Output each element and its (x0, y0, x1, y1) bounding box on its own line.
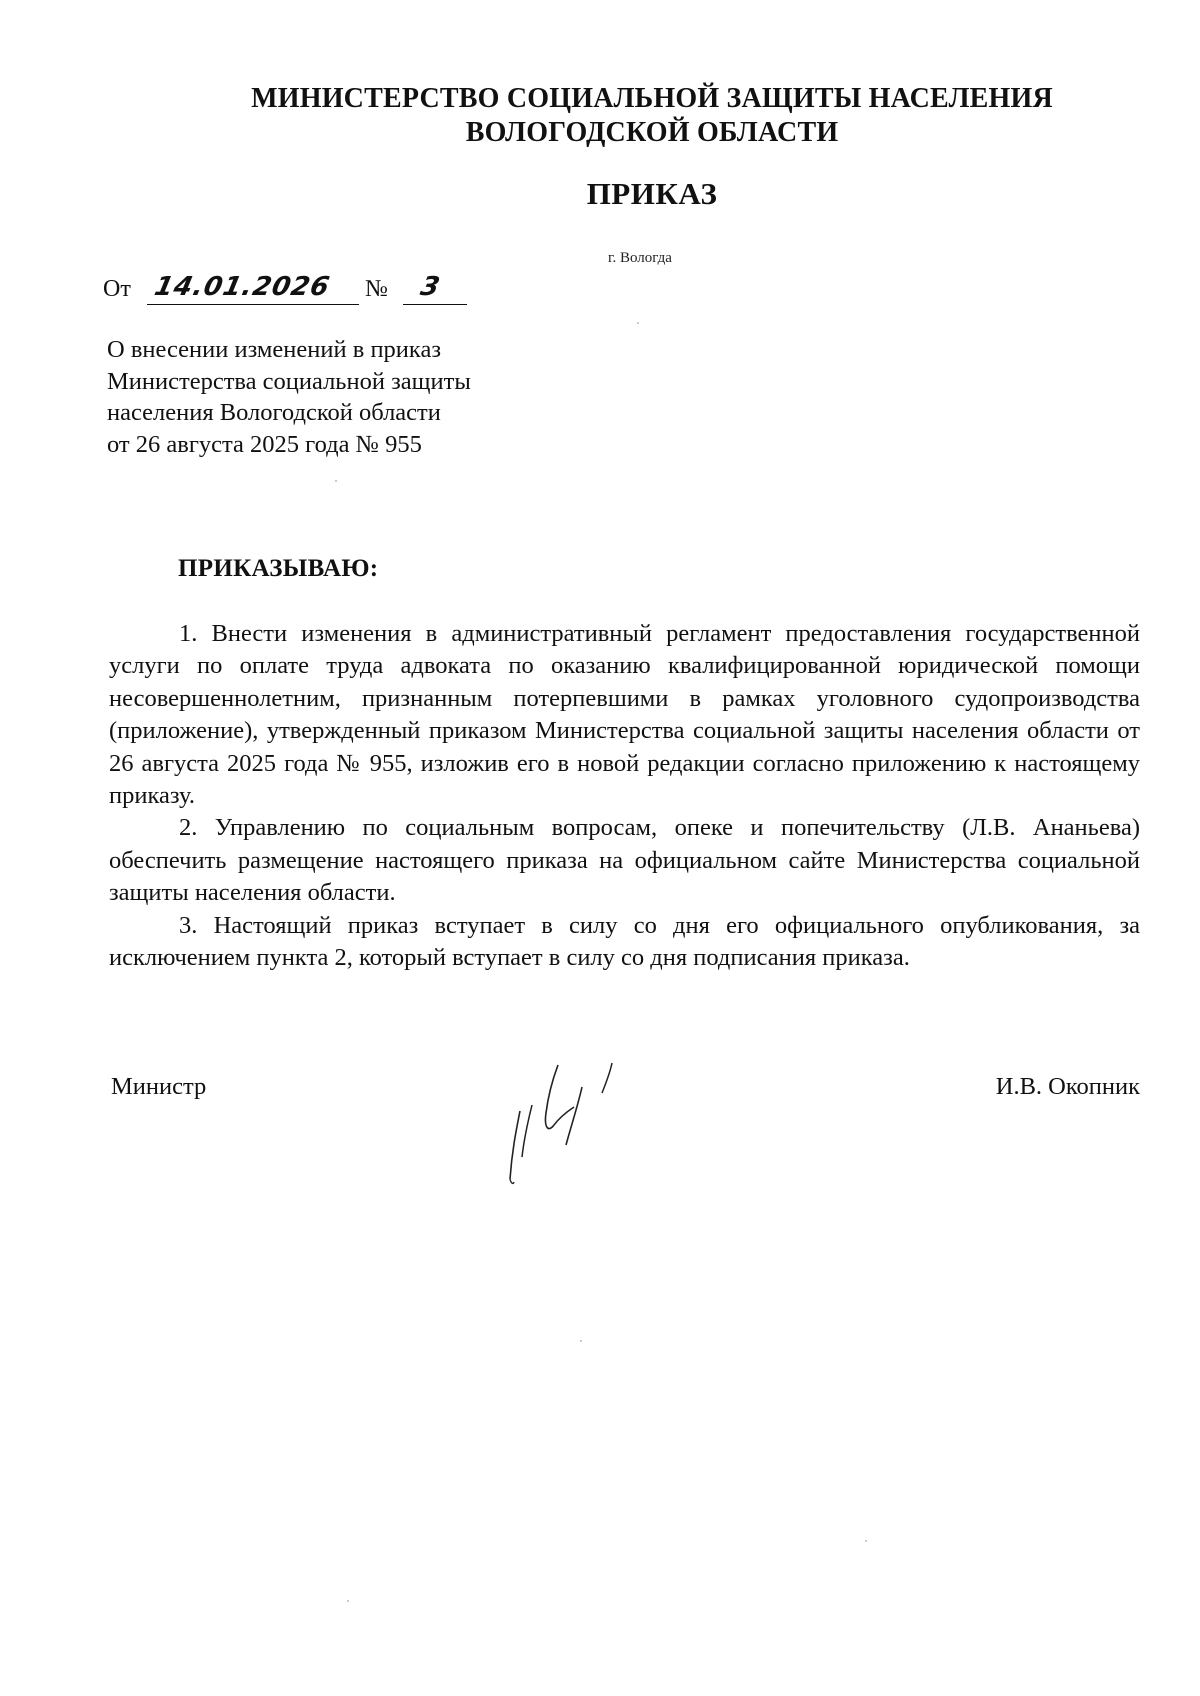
scan-speck (637, 322, 639, 324)
signatory-name: И.В. Окопник (995, 1073, 1140, 1100)
subject-line: от 26 августа 2025 года № 955 (107, 430, 422, 458)
order-directive-heading: ПРИКАЗЫВАЮ: (178, 555, 379, 582)
number-label: № (365, 276, 388, 302)
order-paragraph-1: 1. Внести изменения в административный регламент предоставления государственной услуги по оплате труда адвоката по оказанию квалифицированной юридической помощи несовершеннолетним, признанным потерпевшими в рамках уголовного судопроизводства (приложение), утвержденный приказом Министерства социальной защиты населения области от 26 августа 2025 года № 955, изложив его в новой редакции согласно приложению к настоящему приказу. (109, 620, 1140, 810)
date-underline (147, 304, 359, 305)
document-type-text: ПРИКАЗ (586, 176, 718, 211)
handwritten-signature (502, 1061, 637, 1191)
scan-speck (335, 480, 337, 482)
handwritten-number: 3 (417, 272, 444, 302)
number-underline (403, 304, 467, 305)
signatory-title: Министр (111, 1073, 207, 1100)
scan-speck (580, 1340, 582, 1342)
order-paragraph-3: 3. Настоящий приказ вступает в силу со дня его официального опубликования, за исключением пункта 2, который вступает в силу со дня подписания приказа. (109, 911, 1140, 972)
order-subject (107, 334, 471, 460)
from-label: От (103, 276, 131, 302)
document-type-heading (0, 176, 1200, 212)
city-label: г. Вологда (608, 250, 672, 266)
ministry-name-line2: ВОЛОГОДСКОЙ ОБЛАСТИ (465, 117, 839, 148)
order-paragraph-2: 2. Управлению по социальным вопросам, опеке и попечительству (Л.В. Ананьева) обеспечить размещение настоящего приказа на официальном сайте Министерства социальной защиты населения области. (109, 814, 1140, 907)
subject-line: населения Вологодской области (107, 399, 441, 426)
ministry-name-line1: МИНИСТЕРСТВО СОЦИАЛЬНОЙ ЗАЩИТЫ НАСЕЛЕНИЯ (251, 83, 1053, 114)
handwritten-date: 14.01.2026 (151, 272, 333, 302)
scan-speck (347, 1600, 349, 1602)
date-number-row (103, 272, 503, 312)
document-header (0, 82, 1200, 150)
signature-block (0, 1073, 1200, 1193)
scan-speck (865, 1540, 867, 1542)
order-body (109, 618, 1140, 974)
subject-line: О внесении изменений в приказ (107, 336, 442, 363)
subject-line: Министерства социальной защиты (107, 367, 471, 395)
